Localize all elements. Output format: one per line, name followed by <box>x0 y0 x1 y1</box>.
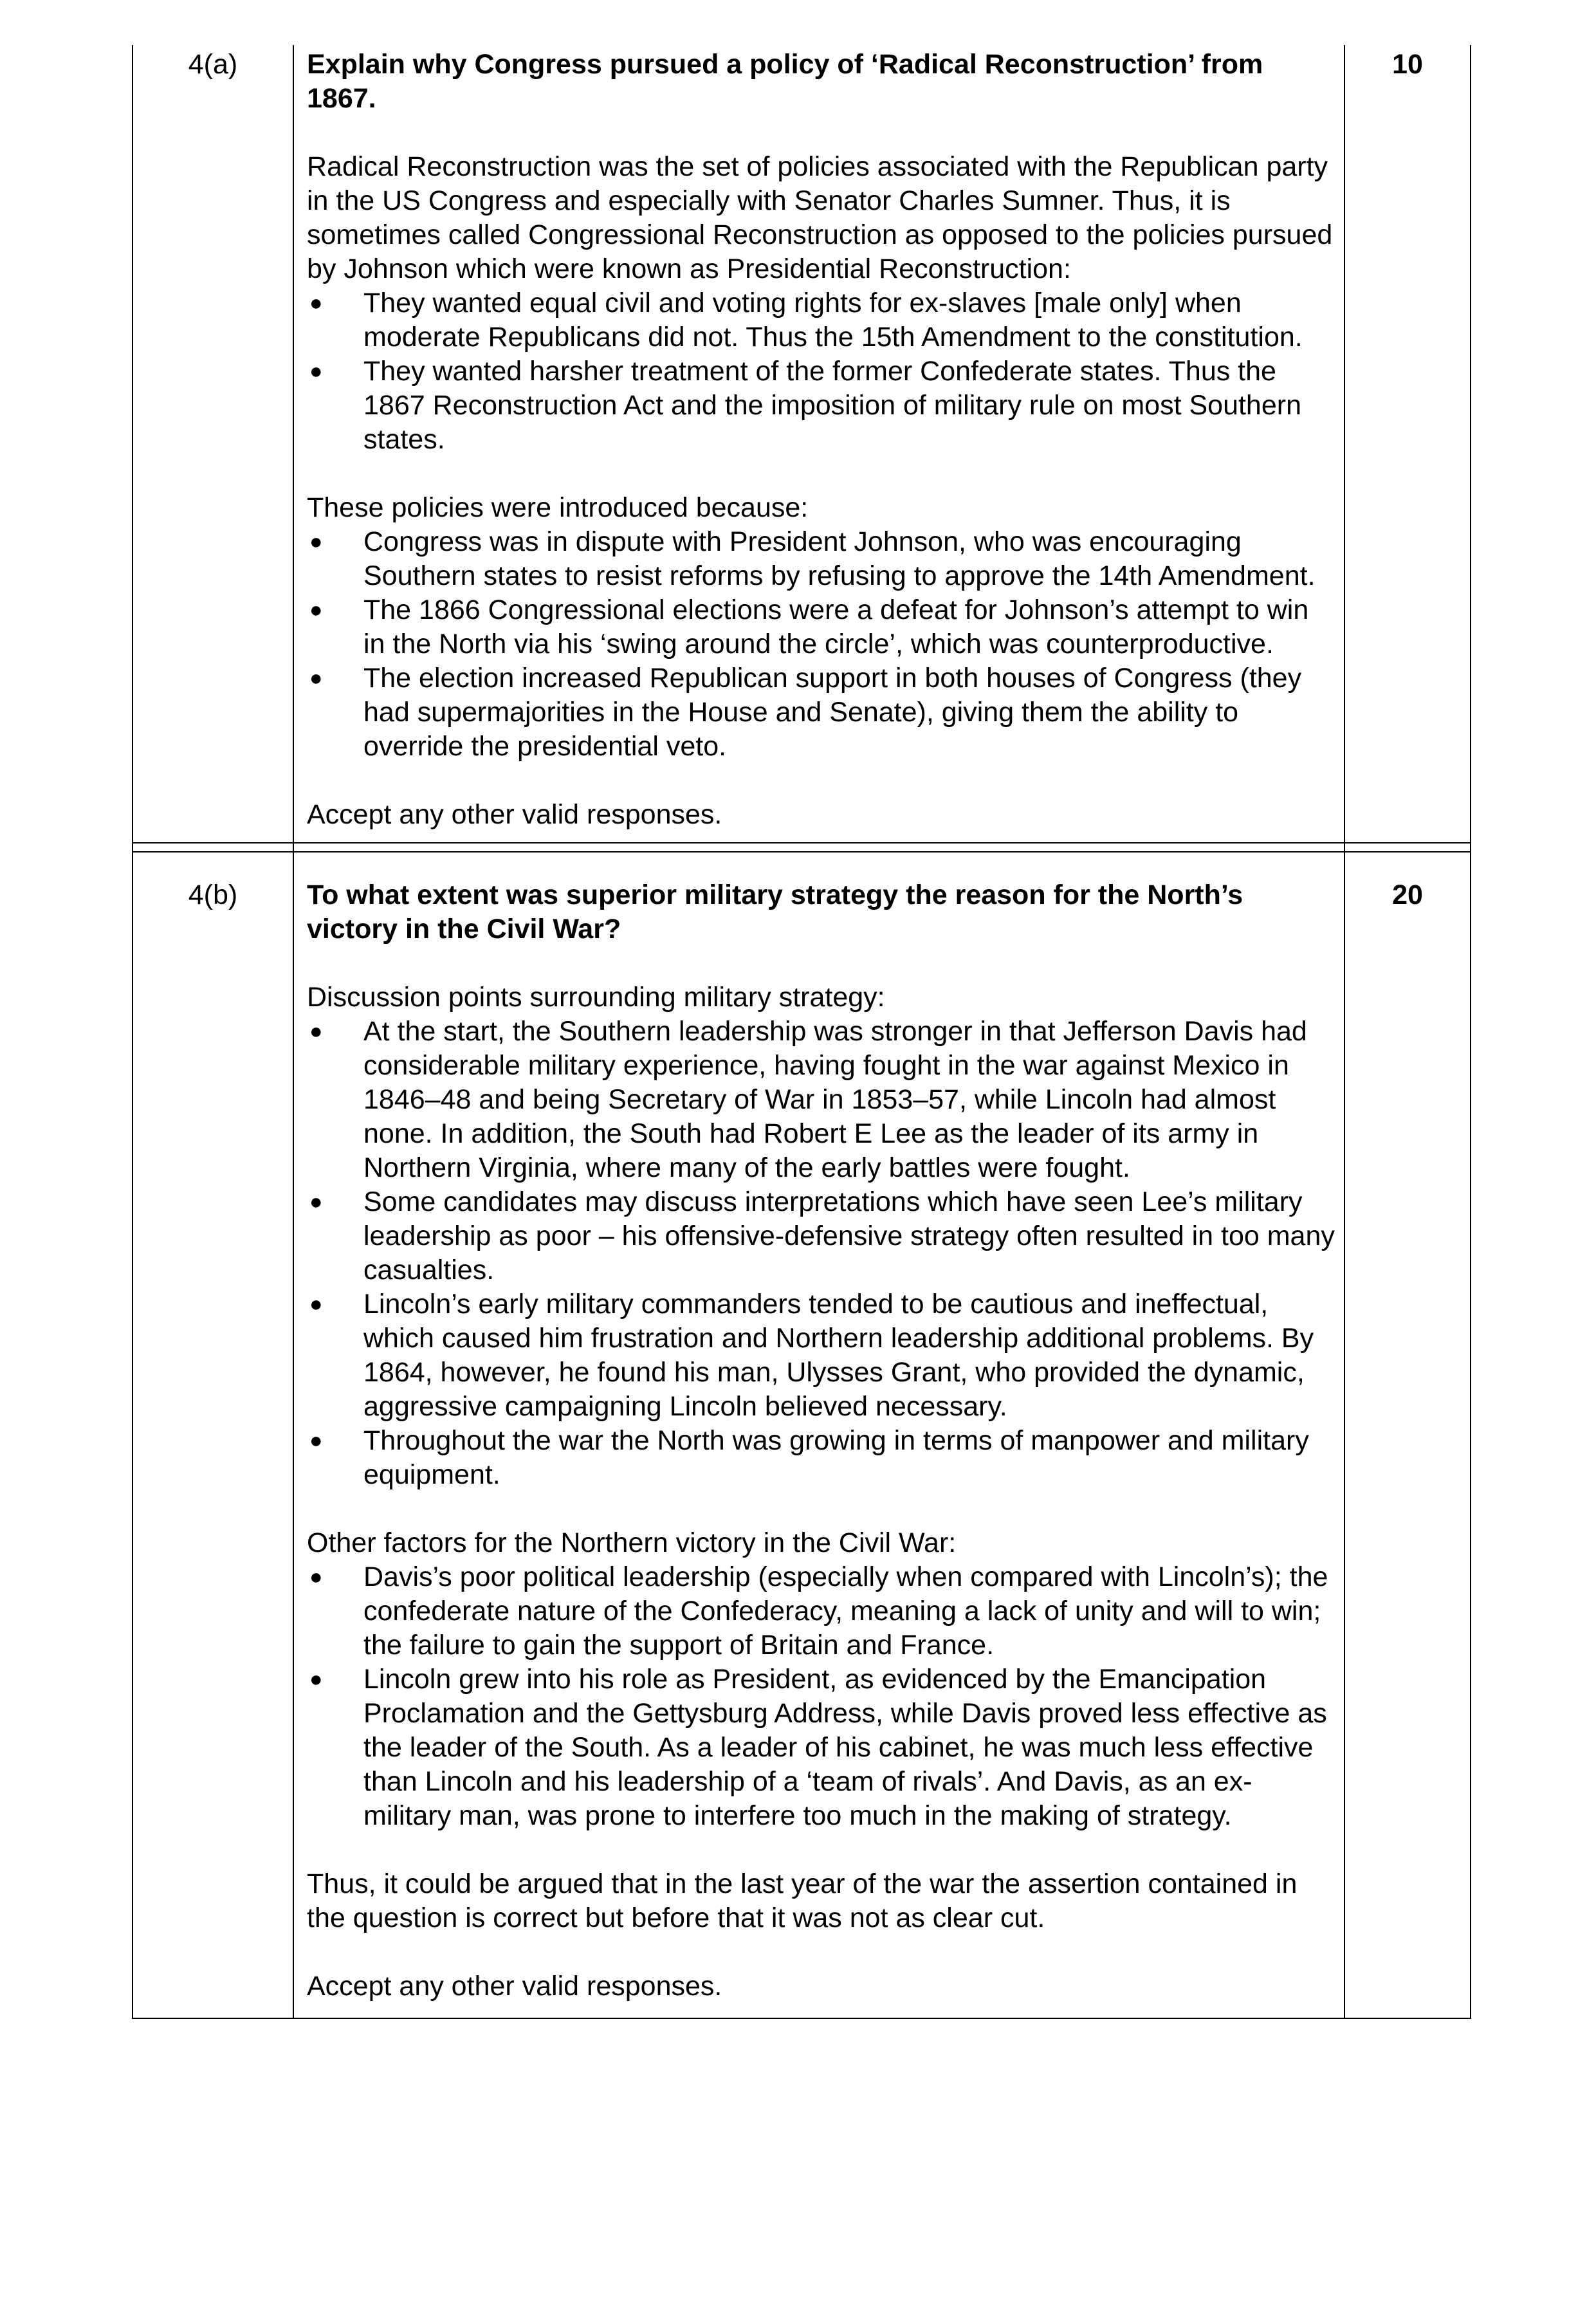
list-item <box>307 525 1336 593</box>
bullet-icon: ● <box>309 598 323 622</box>
bullet-icon: ● <box>309 291 323 315</box>
bullet-list <box>307 286 1336 457</box>
divider-cell <box>1344 843 1471 852</box>
closing-note: Accept any other valid responses. <box>307 1971 722 2002</box>
bullet-icon: ● <box>309 1190 323 1214</box>
bullet-list <box>307 1015 1336 1492</box>
closing-note: Accept any other valid responses. <box>307 799 722 830</box>
row-divider <box>133 843 1471 852</box>
list-item-text: Lincoln grew into his role as President, as evidenced by the Emancipation Proclamation and the Gettysburg Address, while Davis proved less effective as the leader of the South. As a leader of his cabinet, he was much less effective than Lincoln and his leadership of a ‘team of rivals’. And Davis, as an ex-military man, was prone to interfere too much in the making of strategy. <box>363 1664 1327 1831</box>
list-item-text: Lincoln’s early military commanders tended to be cautious and ineffectual, which caused him frustration and Northern leadership additional problems. By 1864, however, he found his man, Ulysses Grant, who provided the dynamic, aggressive campaigning Lincoln believed necessary. <box>363 1289 1314 1422</box>
list-item <box>307 355 1336 457</box>
list-item <box>307 1185 1336 1287</box>
bullet-icon: ● <box>309 359 323 383</box>
list-item-text: The election increased Republican support in both houses of Congress (they had supermajorities in the House and Senate), giving them the ability to override the presidential veto. <box>363 663 1302 762</box>
list-item <box>307 593 1336 661</box>
section-heading: Other factors for the Northern victory in the Civil War: <box>307 1527 957 1558</box>
bullet-icon: ● <box>309 1667 323 1691</box>
bullet-list <box>307 525 1336 764</box>
divider-cell <box>133 843 293 852</box>
list-item-text: They wanted harsher treatment of the former Confederate states. Thus the 1867 Reconstruction Act and the imposition of military rule on most Southern states. <box>363 356 1301 455</box>
question-content <box>293 852 1344 2018</box>
bullet-icon: ● <box>309 530 323 554</box>
question-text: Explain why Congress pursued a policy of ‘Radical Reconstruction’ from 1867. <box>307 49 1263 114</box>
mark-scheme-table <box>132 45 1471 2019</box>
list-item-text: Throughout the war the North was growing in terms of manpower and military equipment. <box>363 1425 1309 1490</box>
list-item-text: The 1866 Congressional elections were a defeat for Johnson’s attempt to win in the North via his ‘swing around the circle’, which was counterproductive. <box>363 594 1309 659</box>
question-row-4b <box>133 852 1471 2018</box>
list-item <box>307 1663 1336 1833</box>
bullet-icon: ● <box>309 666 323 690</box>
bullet-icon: ● <box>309 1428 323 1453</box>
bullet-icon: ● <box>309 1565 323 1589</box>
list-item <box>307 1287 1336 1424</box>
list-item <box>307 1424 1336 1492</box>
list-item-text: Davis’s poor political leadership (especially when compared with Lincoln’s); the confederate nature of the Confederacy, meaning a lack of unity and will to win; the failure to gain the support of Britain and France. <box>363 1562 1328 1661</box>
question-number: 4(b) <box>133 852 293 2018</box>
intro-paragraph: Radical Reconstruction was the set of policies associated with the Republican party in the US Congress and especially with Senator Charles Sumner. Thus, it is sometimes called Congressional Reconstruction as opposed to the policies pursued by Johnson which were known as Presidential Reconstruction: <box>307 151 1333 284</box>
list-item-text: They wanted equal civil and voting rights for ex-slaves [male only] when moderate Republicans did not. Thus the 15th Amendment to the constitution. <box>363 288 1303 353</box>
section-heading: These policies were introduced because: <box>307 492 809 523</box>
bullet-icon: ● <box>309 1292 323 1316</box>
list-item <box>307 1560 1336 1663</box>
conclusion-paragraph: Thus, it could be argued that in the last year of the war the assertion contained in the question is correct but before that it was not as clear cut. <box>307 1868 1298 1933</box>
mark-scheme-table-wrapper <box>132 45 1470 2019</box>
bullet-list <box>307 1560 1336 1833</box>
list-item-text: Some candidates may discuss interpretations which have seen Lee’s military leadership as poor – his offensive-defensive strategy often resulted in too many casualties. <box>363 1186 1335 1286</box>
marks-value: 20 <box>1344 852 1471 2018</box>
list-item-text: At the start, the Southern leadership was stronger in that Jefferson Davis had considerable military experience, having fought in the war against Mexico in 1846–48 and being Secretary of War in 1853–57, while Lincoln had almost none. In addition, the South had Robert E Lee as the leader of its army in Northern Virginia, where many of the early battles were fought. <box>363 1016 1307 1183</box>
question-text: To what extent was superior military strategy the reason for the North’s victory in the Civil War? <box>307 880 1243 945</box>
divider-cell <box>293 843 1344 852</box>
question-number: 4(a) <box>133 45 293 843</box>
list-item <box>307 661 1336 764</box>
list-item-text: Congress was in dispute with President Johnson, who was encouraging Southern states to resist reforms by refusing to approve the 14th Amendment. <box>363 526 1316 591</box>
bullet-icon: ● <box>309 1019 323 1044</box>
list-item <box>307 1015 1336 1185</box>
marks-value: 10 <box>1344 45 1471 843</box>
question-row-4a <box>133 45 1471 843</box>
section-heading: Discussion points surrounding military strategy: <box>307 982 885 1013</box>
question-content <box>293 45 1344 843</box>
list-item <box>307 286 1336 355</box>
